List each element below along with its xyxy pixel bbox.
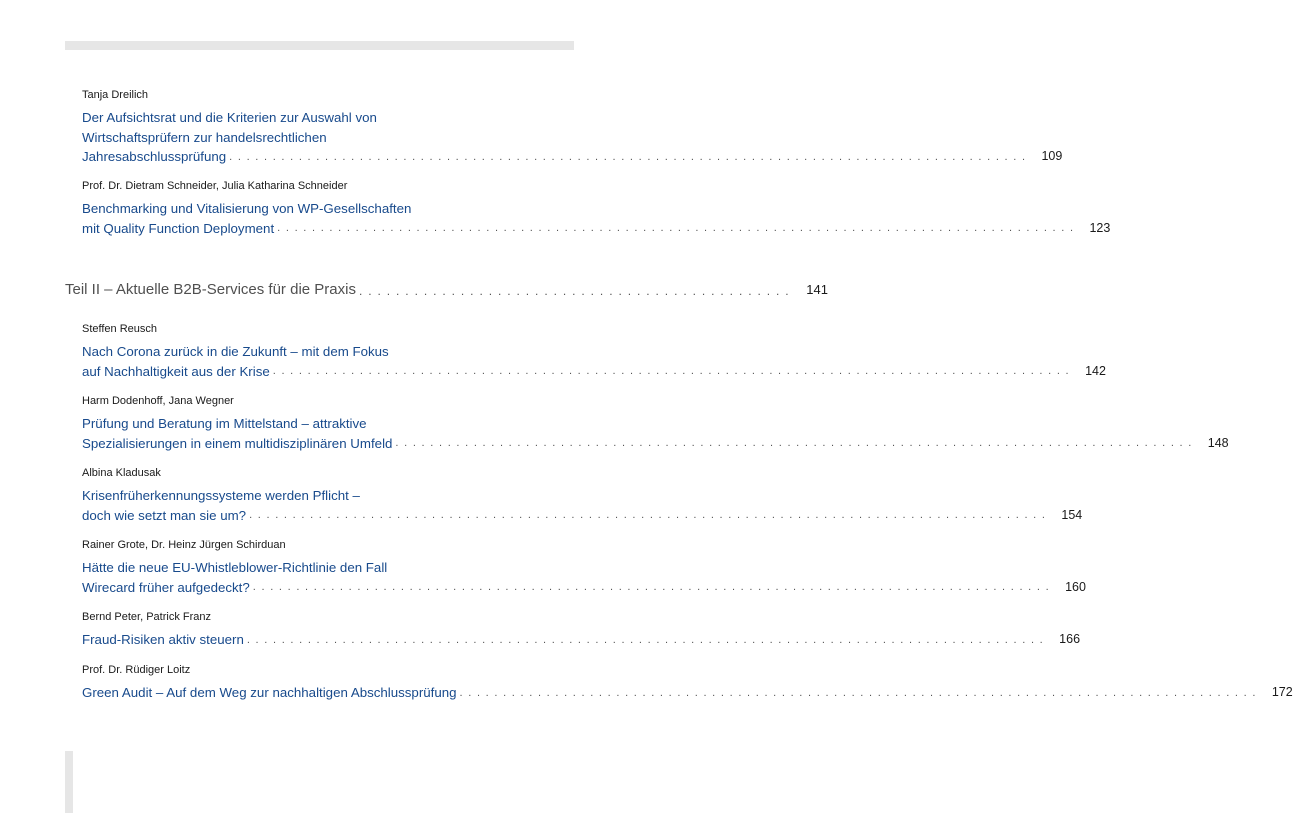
toc-entry [82, 664, 1293, 703]
section-heading[interactable] [65, 279, 828, 301]
entry-title-line[interactable]: Wirecard früher aufgedeckt? [82, 579, 250, 595]
entry-page-number: 123 [1089, 220, 1111, 235]
toc-entry [82, 395, 1229, 453]
leader-dots: . . . . . . . . . . . . . . . . . . . . . . . . . . . . . . . . . . . . . . . . . . . . . . . . . . . . . . . . . . . . . . . . . . . . . . . . . . . . . . . . . . . . . . . . . . . . [229, 150, 1027, 163]
entry-author: Rainer Grote, Dr. Heinz Jürgen Schirduan [82, 539, 286, 551]
leader-dots: . . . . . . . . . . . . . . . . . . . . . . . . . . . . . . . . . . . . . . . . . . . . . . . . . . . . . . . . . . . . . . . . . . . . . . . . . . . . . . . . . . . . . . . . . . . . [395, 437, 1193, 450]
entry-title-line[interactable]: Green Audit – Auf dem Weg zur nachhaltigen Abschlussprüfung [82, 685, 457, 700]
toc-entry [82, 89, 1063, 167]
entry-title-line[interactable]: Spezialisierungen in einem multidisziplinären Umfeld [82, 435, 393, 451]
entry-page-number: 142 [1085, 363, 1106, 378]
toc-entry [82, 323, 1106, 381]
entry-title-last-line[interactable] [82, 578, 1086, 598]
entry-title-last-line[interactable] [82, 147, 1063, 167]
entry-title-line[interactable]: Wirtschaftsprüfern zur handelsrechtlichen [82, 129, 327, 145]
entry-title-last-line[interactable] [82, 362, 1106, 382]
entry-author: Steffen Reusch [82, 323, 158, 335]
leader-dots: . . . . . . . . . . . . . . . . . . . . . . . . . . . . . . . . . . . . . . . . . . . . . . . . . . . . . . . . . . . . . . . . . . . . . . . . . . . . . . . . . . . . . . . . . . . . [252, 581, 1050, 594]
entry-title-line[interactable]: Hätte die neue EU-Whistleblower-Richtlinie den Fall [82, 560, 388, 575]
entry-title-line[interactable]: Der Aufsichtsrat und die Kriterien zur Auswahl von [82, 110, 377, 125]
bottom-left-grey-bar [65, 751, 73, 813]
leader-dots: . . . . . . . . . . . . . . . . . . . . . . . . . . . . . . . . . . . . . . . . . . . . . . . . . . . . . . . . . . . . . . . . . . . . . . . . . . . . . . . . . . . . . . . . . . . . [246, 633, 1045, 646]
entry-page-number: 109 [1041, 149, 1063, 164]
entry-title-last-line[interactable] [82, 506, 1083, 526]
leader-dots: . . . . . . . . . . . . . . . . . . . . . . . . . . . . . . . . . . . . . . . . . . . . . . . . . . . . . . . . . . . . . . . . . . . . . . . . . . . . . . . . . . . . . . . . . . . . [459, 686, 1257, 699]
entry-author: Albina Kladusak [82, 467, 161, 479]
toc-entry [82, 611, 1081, 650]
top-grey-bar [65, 41, 574, 50]
entry-author: Bernd Peter, Patrick Franz [82, 611, 211, 623]
entry-title-last-line[interactable] [82, 630, 1081, 650]
toc-entry [82, 467, 1083, 525]
entry-title-line[interactable]: Prüfung und Beratung im Mittelstand – attraktive [82, 416, 367, 431]
entry-page-number: 154 [1061, 507, 1083, 522]
entry-title-line[interactable]: Krisenfrüherkennungssysteme werden Pflicht – [82, 488, 360, 503]
toc-entry [82, 180, 1111, 238]
entry-title-line[interactable]: Benchmarking und Vitalisierung von WP-Gesellschaften [82, 201, 412, 216]
entry-author: Prof. Dr. Rüdiger Loitz [82, 664, 191, 676]
entry-title-line[interactable]: Jahresabschlussprüfung [82, 149, 227, 165]
entry-title-last-line[interactable] [82, 434, 1229, 454]
entry-title-last-line[interactable] [82, 683, 1293, 703]
section-page-number: 141 [806, 282, 828, 297]
entry-title-line[interactable]: auf Nachhaltigkeit aus der Krise [82, 363, 270, 379]
leader-dots: . . . . . . . . . . . . . . . . . . . . . . . . . . . . . . . . . . . . . . . . . . . . . . . . . . . . . . . . . . . . . . . . . . . . . . . . . . . . . . . . . . . . . . . . . . . . [249, 509, 1047, 522]
entry-author: Harm Dodenhoff, Jana Wegner [82, 395, 234, 407]
section-title[interactable]: Teil II – Aktuelle B2B-Services für die Praxis [65, 281, 356, 298]
entry-author: Prof. Dr. Dietram Schneider, Julia Katharina Schneider [82, 180, 348, 192]
leader-dots: . . . . . . . . . . . . . . . . . . . . . . . . . . . . . . . . . . . . . . . . . . . . . . . . . . . . . . . . . . . . . . . . . . . . . . . . . . . . . . . . . . . . . . . . . . . . [272, 365, 1070, 378]
entry-title-line[interactable]: Fraud-Risiken aktiv steuern [82, 632, 244, 647]
entry-title-last-line[interactable] [82, 219, 1111, 239]
entry-page-number: 160 [1065, 579, 1086, 594]
entry-title-line[interactable]: mit Quality Function Deployment [82, 220, 275, 236]
toc-entry [82, 539, 1086, 597]
leader-dots: . . . . . . . . . . . . . . . . . . . . . . . . . . . . . . . . . . . . . . . . . . . . . . . [358, 284, 790, 298]
entry-title-line[interactable]: Nach Corona zurück in die Zukunft – mit dem Fokus [82, 344, 389, 359]
entry-page-number: 172 [1271, 685, 1293, 699]
entry-title-line[interactable]: doch wie setzt man sie um? [82, 507, 247, 523]
entry-author: Tanja Dreilich [82, 89, 149, 101]
leader-dots: . . . . . . . . . . . . . . . . . . . . . . . . . . . . . . . . . . . . . . . . . . . . . . . . . . . . . . . . . . . . . . . . . . . . . . . . . . . . . . . . . . . . . . . . . . . . [277, 222, 1075, 235]
entry-page-number: 166 [1059, 632, 1081, 646]
entry-page-number: 148 [1207, 435, 1229, 450]
